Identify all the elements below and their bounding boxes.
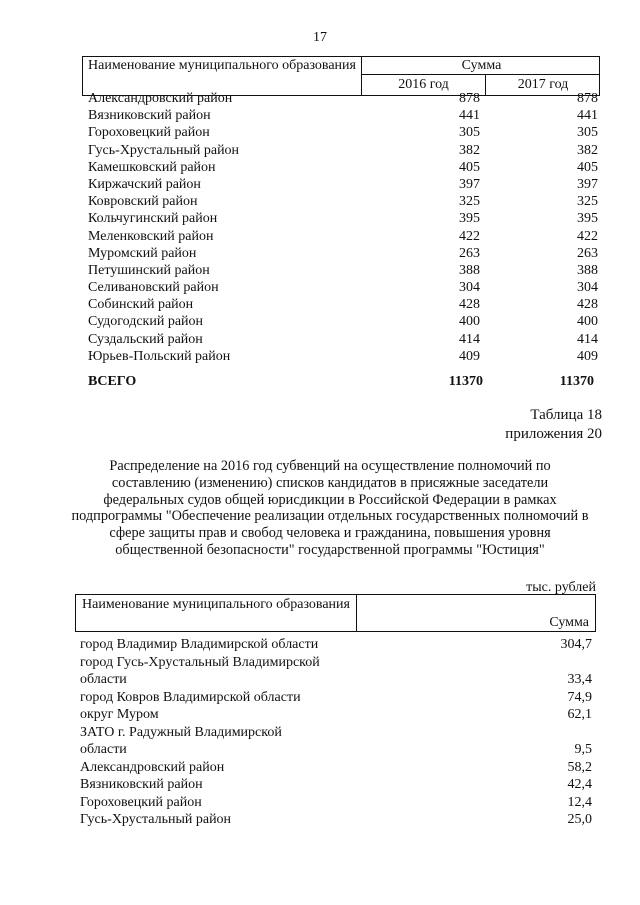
table-row [88, 279, 600, 296]
row-2017: 414 [577, 331, 598, 347]
row-2016: 405 [459, 159, 480, 175]
table-row [80, 759, 592, 777]
table1-header-2017: 2017 год [517, 77, 569, 92]
total-label: ВСЕГО [88, 374, 137, 389]
table-row [88, 107, 600, 124]
table-row [88, 262, 600, 279]
row-name: город Владимир Владимирской области [80, 637, 319, 652]
table-row [88, 331, 600, 348]
row-2017: 428 [577, 297, 598, 313]
row-value: 12,4 [567, 794, 592, 810]
row-name: Петушинский район [88, 262, 210, 278]
table-row [80, 689, 592, 707]
table-row [80, 724, 592, 759]
row-value: 304,7 [560, 637, 592, 652]
row-name: Киржачский район [88, 176, 201, 192]
row-value: 25,0 [567, 812, 592, 827]
row-value: 33,4 [567, 672, 592, 687]
table2-header [75, 594, 596, 632]
table-row [80, 811, 592, 829]
row-name: город Ковров Владимирской области [80, 689, 301, 705]
table-row [88, 228, 600, 245]
row-2016: 325 [459, 194, 480, 210]
row-name: Судогодский район [88, 314, 204, 330]
row-2017: 305 [577, 125, 598, 141]
table-row [88, 176, 600, 193]
row-name: Камешковский район [88, 159, 216, 175]
row-2017: 382 [577, 142, 598, 158]
table-row [80, 654, 592, 689]
row-2017: 400 [577, 314, 598, 330]
table1-body [88, 90, 600, 365]
table2-col-divider [356, 595, 357, 631]
row-value: 9,5 [574, 742, 592, 757]
table-row [88, 124, 600, 141]
table-row [80, 636, 592, 654]
row-2016: 409 [459, 348, 480, 364]
row-name: Муромский район [88, 245, 197, 261]
row-name: Вязниковский район [88, 108, 211, 124]
section-heading: Распределение на 2016 год субвенций на осуществление полномочий по составлению (изменению) списков кандидатов в присяжные заседатели федеральных судов общей юрисдикции в Российской Федерации в рамках подпрограммы "Обеспечение реализации отдельных государственных полномочий в сфере защиты прав и свобод человека и гражданина, повышения уровня общественной безопасности" государственной программы "Юстиция" [71, 458, 589, 558]
table-row [88, 210, 600, 227]
row-name: Кольчугинский район [88, 211, 218, 227]
row-value: 42,4 [567, 777, 592, 792]
row-2017: 388 [577, 262, 598, 278]
row-2016: 395 [459, 211, 480, 227]
table-row [88, 159, 600, 176]
row-name: Меленковский район [88, 228, 214, 244]
row-name: Гороховецкий район [88, 125, 210, 141]
row-2017: 304 [577, 280, 598, 296]
table-caption-line2: приложения 20 [505, 426, 602, 442]
units-label: тыс. рублей [526, 580, 596, 595]
row-2016: 400 [459, 314, 480, 330]
total-2016: 11370 [448, 374, 483, 389]
table2-body [80, 636, 592, 829]
table-row [80, 776, 592, 794]
row-2017: 878 [577, 91, 598, 106]
table-row [88, 245, 600, 262]
row-2017: 409 [577, 348, 598, 364]
row-2016: 382 [459, 142, 480, 158]
row-name: Александровский район [88, 91, 233, 106]
table-caption [505, 406, 602, 444]
row-2017: 441 [577, 108, 598, 124]
row-2017: 422 [577, 228, 598, 244]
row-value: 74,9 [567, 689, 592, 705]
row-2016: 878 [459, 91, 480, 106]
row-name: Гороховецкий район [80, 794, 202, 810]
row-2017: 397 [577, 176, 598, 192]
row-2016: 414 [459, 331, 480, 347]
table-row [88, 193, 600, 210]
table1-header-2016: 2016 год [398, 77, 449, 92]
table-row [88, 90, 600, 107]
row-name: Собинский район [88, 297, 194, 313]
row-name: Селивановский район [88, 280, 219, 296]
table-caption-line1: Таблица 18 [530, 407, 602, 423]
row-2017: 263 [577, 245, 598, 261]
row-2016: 304 [459, 280, 480, 296]
table-row [88, 348, 600, 365]
row-2017: 405 [577, 159, 598, 175]
row-2016: 388 [459, 262, 480, 278]
row-2016: 441 [459, 108, 480, 124]
table-row [88, 313, 600, 330]
table-row [88, 296, 600, 313]
table-row [80, 706, 592, 724]
row-name: Юрьев-Польский район [88, 348, 231, 364]
row-name: город Гусь-Хрустальный Владимирской области [80, 654, 320, 687]
row-name: Гусь-Хрустальный район [80, 812, 232, 827]
row-name: Суздальский район [88, 331, 203, 347]
row-name: Гусь-Хрустальный район [88, 142, 240, 158]
total-2017: 11370 [559, 374, 594, 389]
row-name: округ Муром [80, 707, 159, 722]
table-row [88, 142, 600, 159]
row-2016: 305 [459, 125, 480, 141]
table1-header-name: Наименование муниципального образования [88, 58, 356, 73]
table1-header-sum: Сумма [461, 58, 502, 73]
row-2017: 325 [577, 194, 598, 210]
page-number: 17 [313, 30, 327, 45]
row-2016: 422 [459, 228, 480, 244]
row-2016: 263 [459, 245, 480, 261]
row-name: Вязниковский район [80, 777, 203, 792]
row-name: Александровский район [80, 759, 225, 775]
table2-header-name: Наименование муниципального образования [82, 597, 350, 612]
row-name: ЗАТО г. Радужный Владимирской области [80, 724, 282, 757]
row-value: 62,1 [567, 707, 592, 722]
row-value: 58,2 [567, 759, 592, 775]
row-name: Ковровский район [88, 194, 198, 210]
row-2017: 395 [577, 211, 598, 227]
table2-header-sum: Сумма [549, 615, 589, 630]
row-2016: 428 [459, 297, 480, 313]
table-row [80, 794, 592, 812]
row-2016: 397 [459, 176, 480, 192]
table1-total-row [88, 372, 600, 392]
